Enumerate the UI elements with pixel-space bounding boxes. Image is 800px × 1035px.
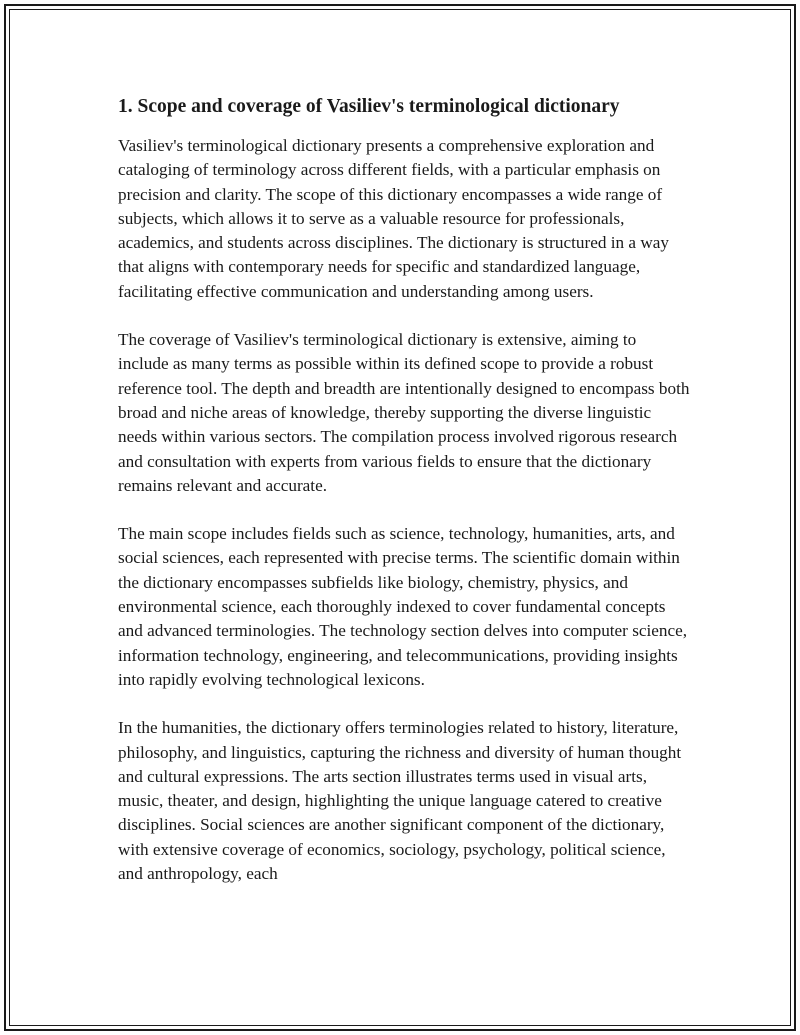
document-body <box>118 94 690 910</box>
paragraph-3: The main scope includes fields such as science, technology, humanities, arts, and social sciences, each represented with precise terms. The scientific domain within the dictionary encompasses subfields like biology, chemistry, physics, and environmental science, each thoroughly indexed to cover fundamental concepts and advanced terminologies. The technology section delves into computer science, information technology, engineering, and telecommunications, providing insights into rapidly evolving technological lexicons. <box>118 524 688 689</box>
paragraph-1: Vasiliev's terminological dictionary presents a comprehensive exploration and cataloging of terminology across different fields, with a particular emphasis on precision and clarity. The scope of this dictionary encompasses a wide range of subjects, which allows it to serve as a valuable resource for professionals, academics, and students across disciplines. The dictionary is structured in a way that aligns with contemporary needs for specific and standardized language, facilitating effective communication and understanding among users. <box>118 136 669 301</box>
paragraph-2: The coverage of Vasiliev's terminological dictionary is extensive, aiming to include as many terms as possible within its defined scope to provide a robust reference tool. The depth and breadth are intentionally designed to encompass both broad and niche areas of knowledge, thereby supporting the diverse linguistic needs within various sectors. The compilation process involved rigorous research and consultation with experts from various fields to ensure that the dictionary remains relevant and accurate. <box>118 330 690 495</box>
section-title: 1. Scope and coverage of Vasiliev's terminological dictionary <box>118 96 620 117</box>
paragraph-4: In the humanities, the dictionary offers terminologies related to history, literature, philosophy, and linguistics, capturing the richness and diversity of human thought and cultural expressions. The arts section illustrates terms used in visual arts, music, theater, and design, highlighting the unique language catered to creative disciplines. Social sciences are another significant component of the dictionary, with extensive coverage of economics, sociology, psychology, political science, and anthropology, each <box>118 718 682 884</box>
